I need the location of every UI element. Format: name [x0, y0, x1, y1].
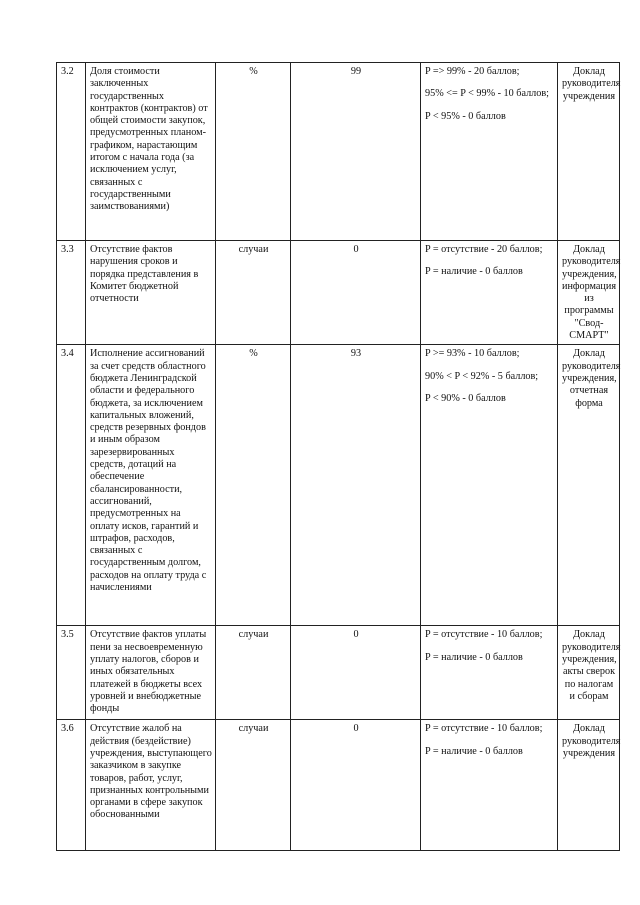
- value-cell: 93: [291, 345, 421, 626]
- criterion: P = отсутствие - 10 баллов;: [425, 629, 543, 641]
- row-number: 3.5: [57, 626, 86, 720]
- row-number: 3.2: [57, 63, 86, 241]
- indicator-name: Отсутствие фактов уплаты пени за несвоевременную уплату налогов, сборов и иных обязательных платежей в бюджеты всех уровней и внебюджетные фонды: [86, 626, 216, 720]
- table-row: [57, 626, 620, 720]
- criterion: P = наличие - 0 баллов: [425, 266, 523, 278]
- indicator-name: Отсутствие фактов нарушения сроков и порядка представления в Комитет бюджетной отчетности: [86, 241, 216, 345]
- indicator-name: Исполнение ассигнований за счет средств областного бюджета Ленинградской области и федерального бюджета, за исключением капитальных вложений, средств резервных фондов и иным образом зарезервированных средств, дотаций на обеспечение сбалансированности, ассигнований, предусмотренных на оплату исков, гарантий и штрафов, расходов, связанных с государственным долгом, расходов на оплату труда с начислениями: [86, 345, 216, 626]
- row-number: 3.6: [57, 720, 86, 851]
- criterion: P = наличие - 0 баллов: [425, 651, 523, 663]
- source-cell: Доклад руководителя учреждения, отчетная форма: [558, 345, 620, 626]
- criteria-cell: [421, 720, 558, 851]
- table-row: [57, 345, 620, 626]
- criterion: P < 90% - 0 баллов: [425, 392, 506, 404]
- value-cell: 0: [291, 626, 421, 720]
- value-cell: 0: [291, 241, 421, 345]
- indicator-name: Отсутствие жалоб на действия (бездействие) учреждения, выступающего заказчиком в закупке товаров, работ, услуг, признанных контрольными органами в сфере закупок обоснованными: [86, 720, 216, 851]
- row-number: 3.4: [57, 345, 86, 626]
- criterion: P = наличие - 0 баллов: [425, 745, 523, 757]
- unit-cell: случаи: [216, 626, 291, 720]
- criterion: P < 95% - 0 баллов: [425, 110, 506, 122]
- criterion: P = отсутствие - 10 баллов;: [425, 723, 543, 735]
- indicator-name: Доля стоимости заключенных государственных контрактов (контрактов) от общей стоимости закупок, предусмотренных планом-графиком, нарастающим итогом с начала года (за исключением услуг, связанных с государственными заимствованиями): [86, 63, 216, 241]
- source-cell: Доклад руководителя учреждения: [558, 720, 620, 851]
- criterion: P >= 93% - 10 баллов;: [425, 348, 520, 360]
- table-row: [57, 720, 620, 851]
- source-cell: Доклад руководителя учреждения, информация из программы "Свод-СМАРТ": [558, 241, 620, 345]
- criteria-cell: [421, 626, 558, 720]
- criterion: 95% <= P < 99% - 10 баллов;: [425, 88, 549, 100]
- criterion: P = отсутствие - 20 баллов;: [425, 244, 543, 255]
- row-number: 3.3: [57, 241, 86, 345]
- criteria-cell: [421, 63, 558, 241]
- source-cell: Доклад руководителя учреждения, акты сверок по налогам и сборам: [558, 626, 620, 720]
- criterion: P => 99% - 20 баллов;: [425, 66, 520, 77]
- table-row: [57, 63, 620, 241]
- value-cell: 99: [291, 63, 421, 241]
- unit-cell: случаи: [216, 720, 291, 851]
- value-cell: 0: [291, 720, 421, 851]
- criterion: 90% < P < 92% - 5 баллов;: [425, 370, 539, 382]
- table-row: [57, 241, 620, 345]
- unit-cell: случаи: [216, 241, 291, 345]
- criteria-cell: [421, 345, 558, 626]
- indicator-table: [56, 62, 620, 851]
- unit-cell: %: [216, 63, 291, 241]
- source-cell: Доклад руководителя учреждения: [558, 63, 620, 241]
- unit-cell: %: [216, 345, 291, 626]
- criteria-cell: [421, 241, 558, 345]
